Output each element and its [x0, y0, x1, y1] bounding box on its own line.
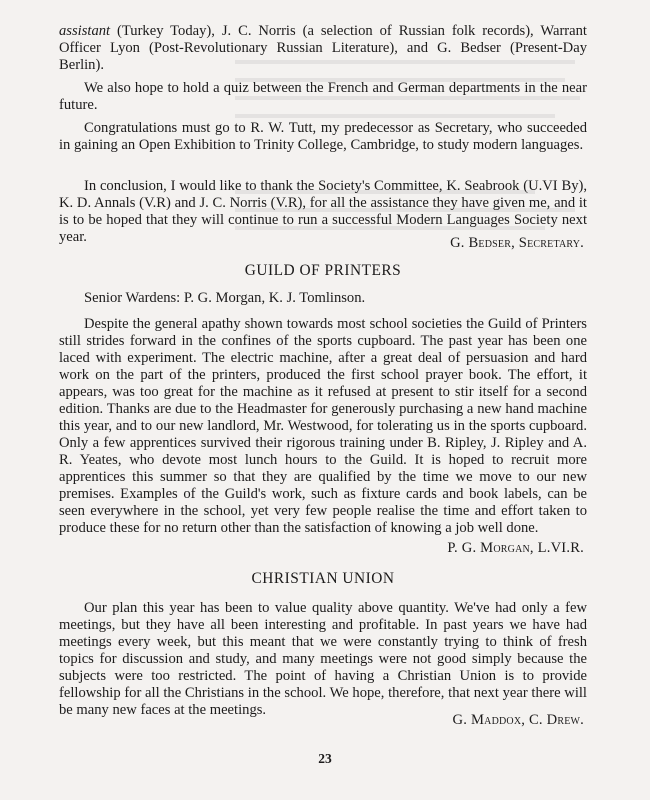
signature-maddox-drew: G. Maddox, C. Drew. — [452, 712, 584, 728]
paragraph-guild-report — [59, 316, 587, 537]
paragraph-quiz-text: We also hope to hold a quiz between the French and German departments in the near future. — [59, 80, 587, 113]
signature-bedser: G. Bedser, Secretary. — [450, 235, 584, 251]
section-heading-christian-union: CHRISTIAN UNION — [251, 570, 395, 587]
paragraph-christian-union-text: Our plan this year has been to value quality above quantity. We've had only a few meetings, but they have all been interesting and profitable. In past years we have had meetings every week, but this meant that we were constantly trying to think of fresh topics for discussion and study, and many meetings were not good simply because the subjects were too restricted. The point of having a Christian Union is to provide fellowship for all the Christians in the school. We hope, therefore, that next year there will be many new faces at the meetings. — [59, 600, 587, 718]
paragraph-continuation — [59, 23, 587, 74]
paragraph-quiz — [59, 80, 587, 114]
section-heading-guild-of-printers: GUILD OF PRINTERS — [244, 262, 402, 279]
signature-morgan: P. G. Morgan, L.VI.R. — [447, 540, 584, 556]
paragraph-conclusion-text: In conclusion, I would like to thank the Society's Committee, K. Seabrook (U.VI By), K. D. Annals (V.R) and J. C. Norris (V.R), for all the assistance they have given me, and it is to be hoped that they will continue to run a successful Modern Languages Society next year. — [59, 178, 587, 245]
italic-word: assistant — [59, 23, 111, 39]
paragraph-senior-wardens — [59, 290, 587, 307]
paragraph-guild-report-text: Despite the general apathy shown towards most school societies the Guild of Printers still strides forward in the confines of the sports cupboard. The past year has been one laced with experiment. The electric machine, after a great deal of persuasion and hard work on the part of the printers, produced the first school prayer book. The effort, it appears, was too great for the machine as it refused at present to stir itself for a second edition. Thanks are due to the Headmaster for generously purchasing a new hand machine this year, and to our new landlord, Mr. Westwood, for tolerating us in the sports cupboard. Only a few apprentices survived their rigorous training under B. Ripley, J. Ripley and A. R. Yeates, who devote most lunch hours to the Guild. It is hoped to recruit more apprentices this summer so that they are qualified by the time we move to our new premises. Examples of the Guild's work, such as fixture cards and book labels, can be seen everywhere in the school, yet very few people realise the time and effort taken to produce these for no return other than the satisfaction of knowing a job well done. — [59, 316, 587, 536]
paragraph-congratulations — [59, 120, 587, 154]
paragraph-christian-union — [59, 600, 587, 719]
paragraph-senior-wardens-text: Senior Wardens: P. G. Morgan, K. J. Tomlinson. — [84, 290, 366, 306]
paragraph-congratulations-text: Congratulations must go to R. W. Tutt, my predecessor as Secretary, who succeeded in gaining an Open Exhibition to Trinity College, Cambridge, to study modern languages. — [59, 120, 587, 153]
paragraph-continuation-text: (Turkey Today), J. C. Norris (a selection of Russian folk records), Warrant Officer Lyon (Post-Revolutionary Russian Literature), and G. Bedser (Present-Day Berlin). — [59, 23, 587, 73]
page-number: 23 — [318, 751, 332, 766]
